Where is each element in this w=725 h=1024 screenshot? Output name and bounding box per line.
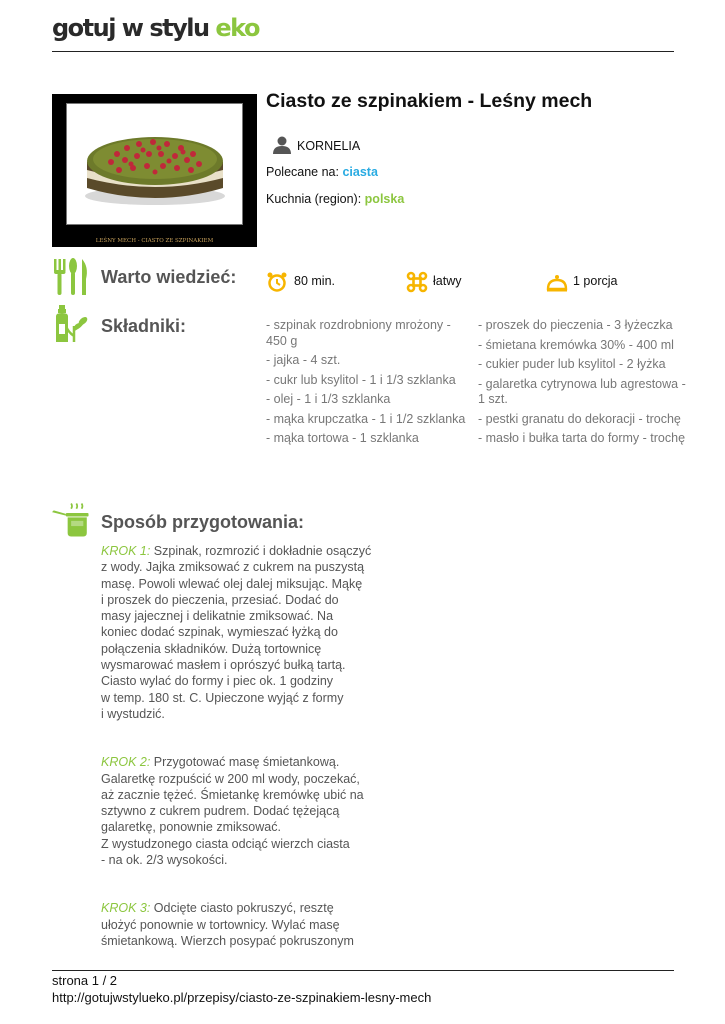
prep-time: 80 min. [294, 274, 335, 288]
step-1-text: Szpinak, rozmrozić i dokładnie osączyć z wody. Jajka zmiksować z cukrem na puszystą masę. Powoli wlewać olej dalej miksując. Mąkę i proszek do pieczenia, przesiać. Dodać do masy jajecznej i delikatnie zmiksować. Na koniec dodać szpinak, wymieszać łyżką do połączenia składników. Dużą tortownicę wysmarować masłem i oprószyć bułką tartą. Ciasto wylać do formy i piec ok. 1 godziny w temp. 180 st. C. Upieczone wyjąć z formy i wystudzić. [101, 544, 372, 721]
photo-frame [66, 103, 243, 225]
recommended-label: Polecane na: [266, 165, 343, 179]
ingredient-item: - cukier puder lub ksylitol - 2 łyżka [478, 357, 666, 371]
photo-caption: LEŚNY MECH - CIASTO ZE SZPINAKIEM [95, 238, 214, 244]
command-knot-icon [406, 271, 428, 293]
step-2-text: Przygotować masę śmietankową. Galaretkę rozpuścić w 200 ml wody, poczekać, aż zacznie tężeć. Śmietankę kremówkę ubić na sztywno z cukrem pudrem. Dodać tężejącą galaretkę, ponownie zmiksować. Z wystudzonego ciasta odciąć wierzch ciasta - na ok. 2/3 wysokości. [101, 755, 364, 868]
recipe-photo [52, 94, 257, 247]
ingredient-item: - szpinak rozdrobniony mrożony - 450 g [266, 318, 451, 348]
cooking-pot-icon [52, 500, 92, 540]
step-2 [101, 754, 391, 868]
ingredients-heading: Składniki: [101, 316, 187, 336]
step-3 [101, 900, 391, 949]
footer-divider [52, 970, 674, 971]
ingredient-item: - mąka tortowa - 1 szklanka [266, 431, 419, 445]
recipe-author[interactable]: KORNELIA [297, 139, 361, 153]
portions: 1 porcja [573, 274, 618, 288]
cuisine-label: Kuchnia (region): [266, 192, 365, 206]
cuisine-region-link[interactable]: polska [364, 192, 405, 206]
ingredient-item: - jajka - 4 szt. [266, 353, 341, 367]
step-1 [101, 543, 391, 722]
preparation-steps [101, 543, 391, 981]
recipe-title: Ciasto ze szpinakiem - Leśny mech [266, 90, 593, 112]
ingredient-item: - olej - 1 i 1/3 szklanka [266, 392, 391, 406]
ingredient-item: - cukr lub ksylitol - 1 i 1/3 szklanka [266, 372, 456, 387]
recommended-category-link[interactable]: ciasta [342, 165, 378, 179]
ingredients-column-2 [478, 318, 690, 451]
cuisine-line [266, 192, 404, 206]
step-2-label: KROK 2: [101, 755, 151, 770]
servings-icon [546, 271, 568, 293]
ingredient-item: - proszek do pieczenia - 3 łyżeczka [478, 318, 673, 332]
preparation-heading: Sposób przygotowania: [101, 512, 305, 532]
step-3-text: Odcięte ciasto pokruszyć, resztę ułożyć ponownie w tortownicy. Wylać masę śmietankową. Wierzch posypać pokruszonym [101, 901, 354, 948]
info-heading: Warto wiedzieć: [101, 267, 237, 287]
cake-image [67, 104, 242, 224]
recommended-line [266, 165, 378, 179]
ingredients-icon [52, 304, 92, 344]
step-3-label: KROK 3: [101, 901, 151, 916]
difficulty: łatwy [433, 274, 462, 288]
ingredient-item: - masło i bułka tarta do formy - trochę [478, 431, 686, 445]
cutlery-icon [52, 257, 92, 297]
source-url[interactable]: http://gotujwstylueko.pl/przepisy/ciasto-ze-szpinakiem-lesny-mech [52, 990, 432, 1005]
ingredients-column-1 [266, 318, 468, 451]
logo-text-eko: eko [215, 14, 259, 42]
ingredient-item: - mąka krupczatka - 1 i 1/2 szklanka [266, 411, 466, 426]
ingredient-item: - pestki granatu do dekoracji - trochę [478, 411, 681, 426]
ingredient-item: - śmietana kremówka 30% - 400 ml [478, 337, 674, 352]
alarm-clock-icon [266, 271, 288, 293]
logo-text: gotuj w stylu [52, 14, 216, 42]
header-divider [52, 51, 674, 52]
step-1-label: KROK 1: [101, 544, 151, 558]
page-number: strona 1 / 2 [52, 973, 118, 988]
site-logo[interactable] [52, 14, 259, 42]
user-icon [272, 135, 292, 155]
ingredient-item: - galaretka cytrynowa lub agrestowa - 1 szt. [478, 376, 686, 406]
